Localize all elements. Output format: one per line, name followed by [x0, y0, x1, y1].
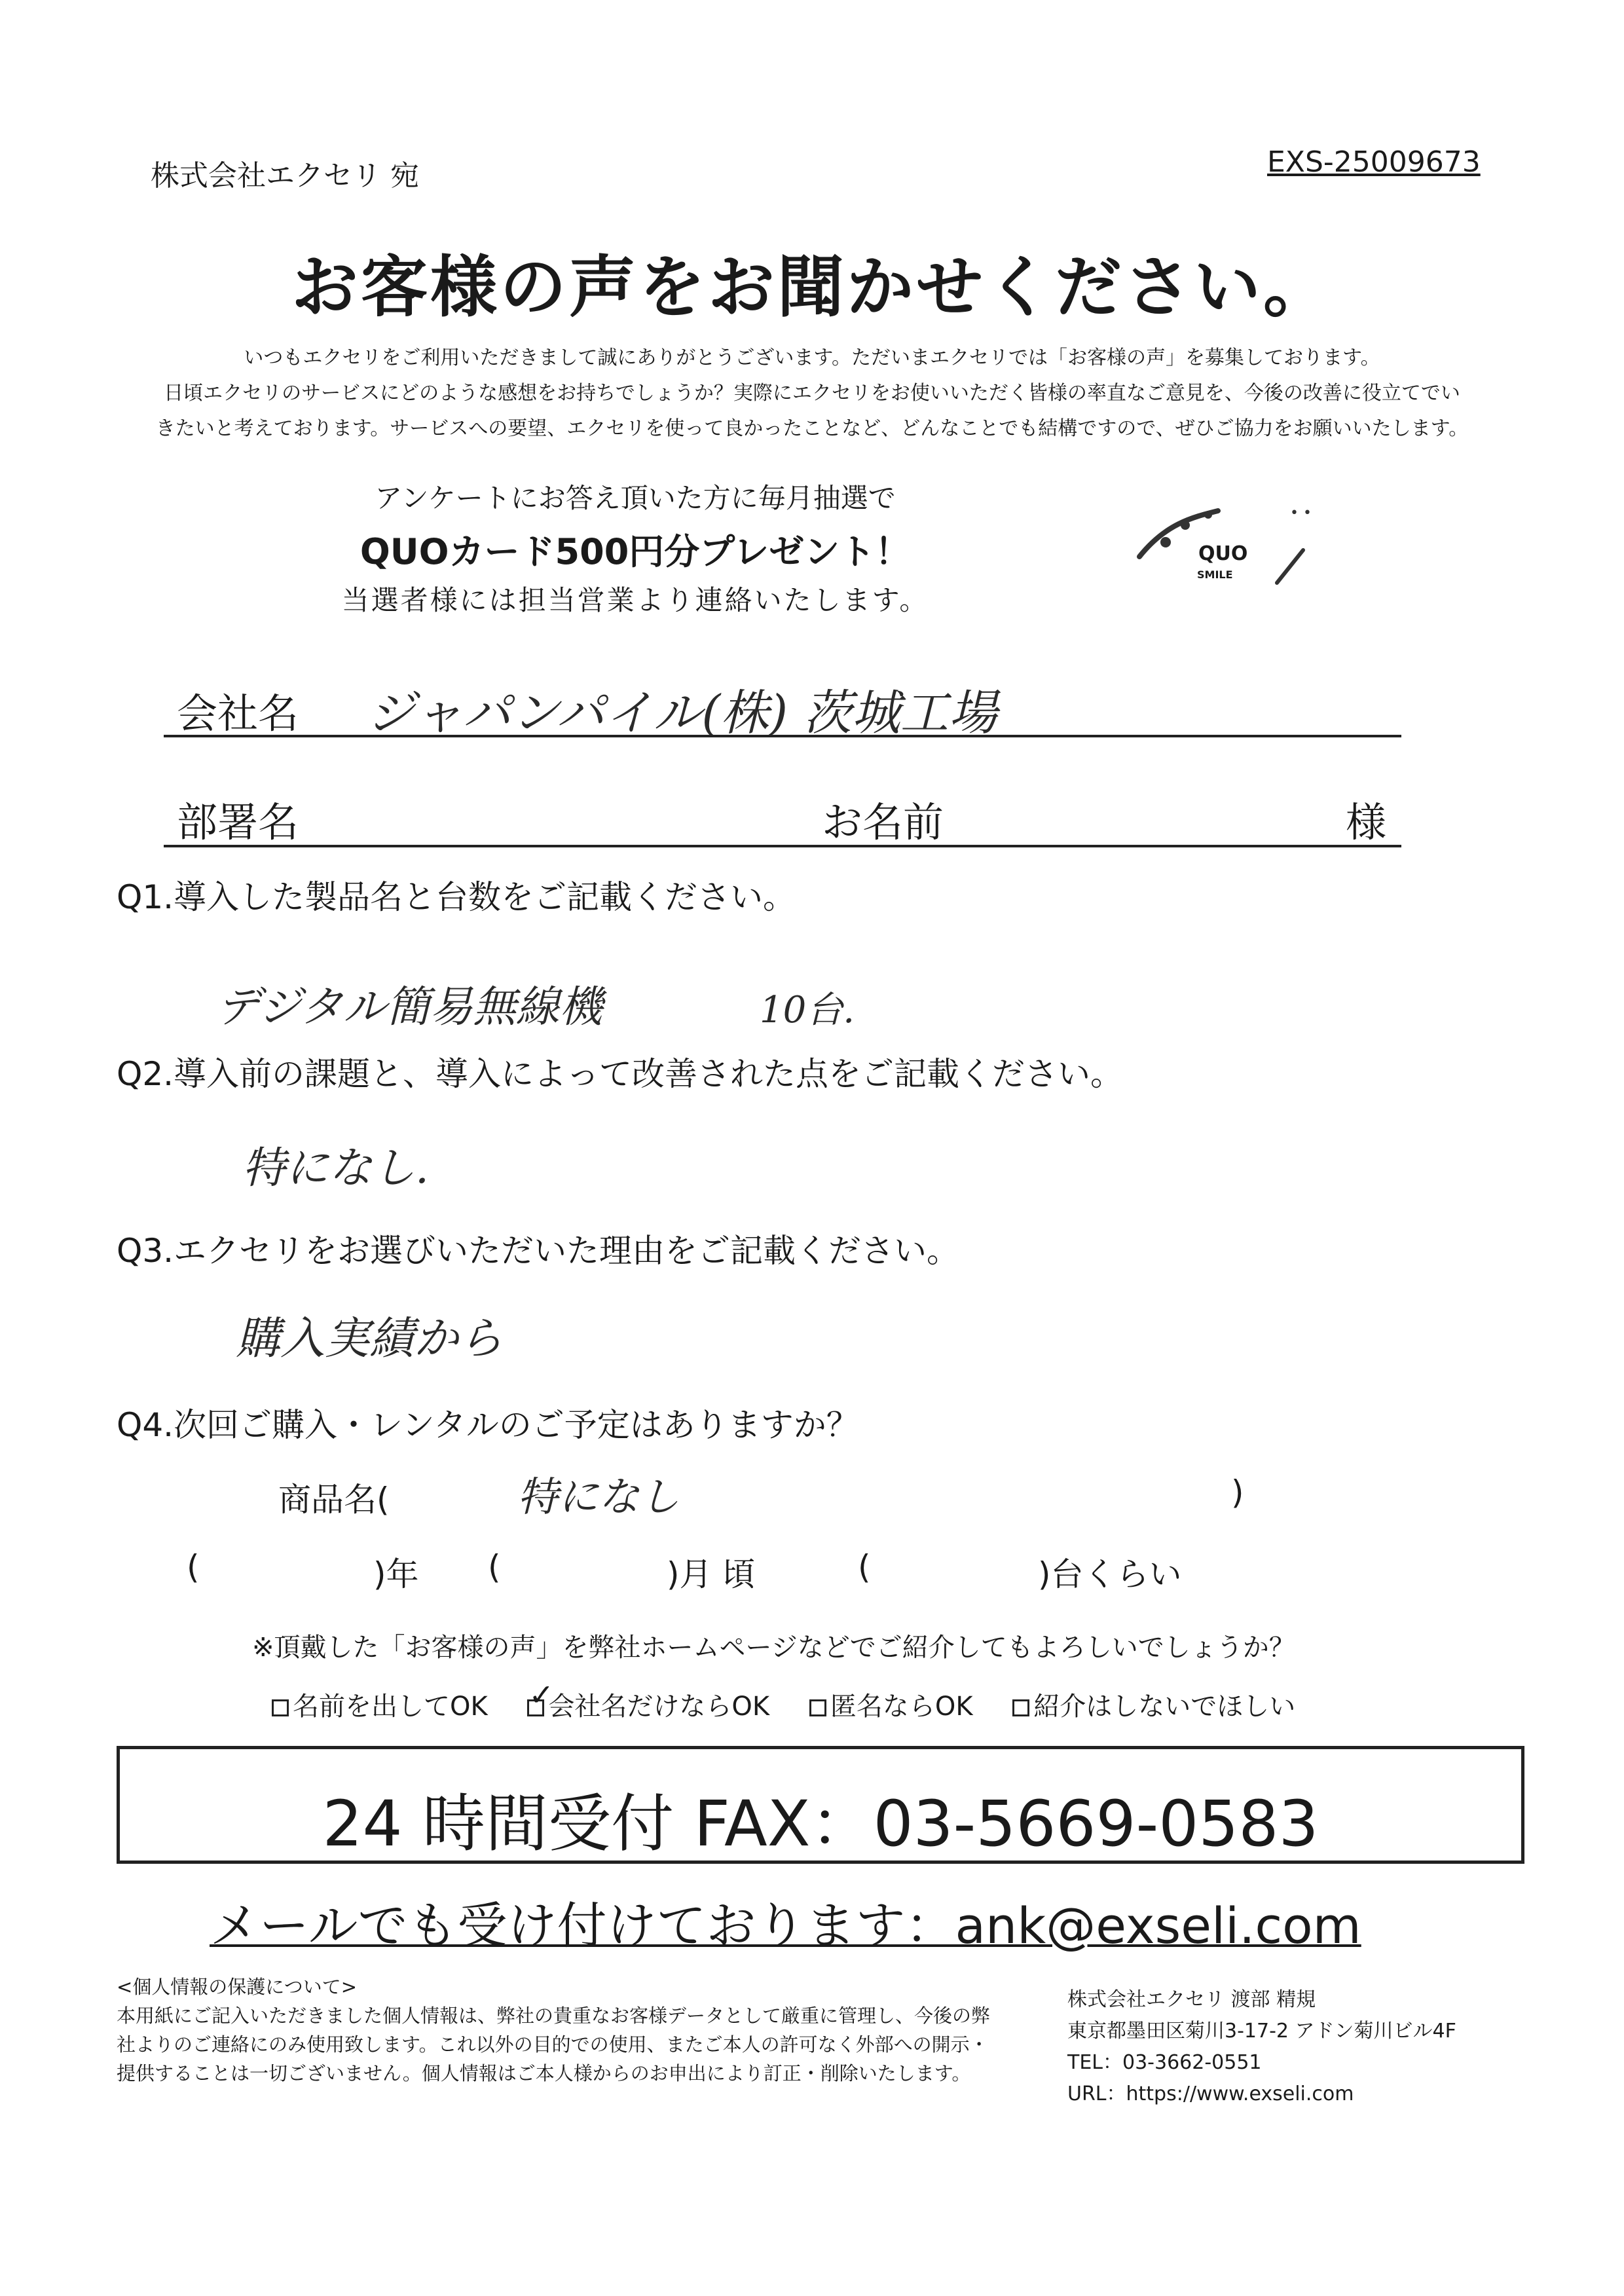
consent-option-name[interactable]: 名前を出してOK	[272, 1692, 488, 1722]
intro-line-2: 日頃エクセリのサービスにどのような感想をお持ちでしょうか？実際にエクセリをお使いいただく皆様の率直なご意見を、今後の改善に役立てでい	[164, 382, 1460, 405]
promo-line-1: アンケートにお答え頂いた方に毎月抽選で	[375, 482, 896, 514]
department-label: 部署名	[177, 798, 299, 846]
answer-3: 購入実績から	[236, 1313, 504, 1365]
month-open-paren: (	[488, 1548, 501, 1586]
svg-text:• •: • •	[1290, 505, 1312, 521]
privacy-line-3: 提供することは一切ございません。個人情報はご本人様からのお申出により訂正・削除いたします。	[117, 2062, 971, 2084]
month-label: )月 頃	[667, 1555, 756, 1593]
name-label: お名前	[822, 798, 944, 846]
company-info-address: 東京都墨田区菊川3-17-2 アドン菊川ビル4F	[1067, 2020, 1456, 2043]
company-underline	[164, 735, 1401, 737]
document-id: EXS-25009673	[1267, 145, 1481, 179]
promo-line-2: QUOカード500円分プレゼント！	[360, 531, 911, 572]
consent-options	[272, 1677, 1296, 1723]
question-3: Q3.エクセリをお選びいただいた理由をご記載ください。	[117, 1232, 960, 1270]
privacy-section	[117, 1972, 990, 2088]
privacy-line-2: 社よりのご連絡にのみ使用致します。これ以外の目的での使用、またご本人の許可なく外部への開示・	[117, 2033, 989, 2056]
company-info-tel: TEL：03-3662-0551	[1067, 2051, 1262, 2074]
consent-option-company[interactable]: ✓ 会社名だけならOK	[528, 1677, 770, 1722]
question-1: Q1.導入した製品名と台数をご記載ください。	[117, 878, 796, 916]
company-value: ジャパンパイル(株) 茨城工場	[367, 685, 997, 741]
company-info-name: 株式会社エクセリ 渡部 精規	[1067, 1988, 1316, 2011]
department-name-underline	[164, 845, 1401, 847]
company-info	[1067, 1984, 1456, 2110]
promo-line-3: 当選者様には担当営業より連絡いたします。	[341, 584, 929, 616]
mail-notice: メールでも受け付けております：ank@exseli.com	[210, 1897, 1361, 1955]
units-label: )台くらい	[1038, 1555, 1182, 1593]
fax-box	[117, 1746, 1524, 1864]
quo-card-logo	[1126, 485, 1323, 616]
consent-option-no-intro[interactable]: 紹介はしないでほしい	[1012, 1692, 1295, 1722]
check-mark-icon: ✓	[528, 1677, 554, 1713]
question-4: Q4.次回ご購入・レンタルのご予定はありますか？	[117, 1406, 859, 1444]
intro-line-1: いつもエクセリをご利用いただきまして誠にありがとうございます。ただいまエクセリでは「お客様の声」を募集しております。	[244, 346, 1380, 369]
answer-4-product: 特になし	[517, 1473, 680, 1521]
quo-logo-sub: SMILE	[1197, 568, 1233, 581]
privacy-line-1: 本用紙にご記入いただきました個人情報は、弊社の貴重なお客様データとして厳重に管理し、今後の弊	[117, 2005, 991, 2027]
checkbox-icon	[272, 1699, 289, 1716]
quo-logo-text: QUO	[1198, 542, 1248, 565]
year-label: )年	[373, 1555, 419, 1593]
answer-2: 特になし.	[242, 1143, 429, 1193]
checkbox-icon	[809, 1699, 826, 1716]
product-name-label: 商品名(	[278, 1481, 390, 1519]
answer-1-product: デジタル簡易無線機	[216, 982, 603, 1032]
fax-number: 24 時間受付 FAX：03-5669-0583	[322, 1787, 1319, 1861]
page-title: お客様の声をお聞かせください。	[291, 249, 1333, 327]
question-2: Q2.導入前の課題と、導入によって改善された点をご記載ください。	[117, 1055, 1124, 1093]
units-open-paren: (	[858, 1548, 871, 1586]
checkbox-icon	[1012, 1699, 1029, 1716]
privacy-heading: <個人情報の保護について>	[117, 1976, 358, 1998]
consent-question: ※頂戴した「お客様の声」を弊社ホームページなどでご紹介してもよろしいでしょうか？	[252, 1633, 1295, 1663]
year-open-paren: (	[187, 1548, 200, 1586]
intro-text	[0, 341, 1624, 447]
company-label: 会社名	[177, 690, 299, 737]
intro-line-3: きたいと考えております。サービスへの要望、エクセリを使って良かったことなど、どんなことでも結構ですので、ぜひご協力をお願いいたします。	[155, 417, 1469, 440]
consent-option-anonymous[interactable]: 匿名ならOK	[809, 1692, 973, 1722]
recipient: 株式会社エクセリ 宛	[151, 159, 419, 193]
company-info-url: URL：https://www.exseli.com	[1067, 2083, 1354, 2105]
product-name-close-paren: )	[1231, 1473, 1244, 1511]
honorific: 様	[1346, 798, 1387, 846]
answer-1-count: 10台.	[760, 989, 855, 1031]
